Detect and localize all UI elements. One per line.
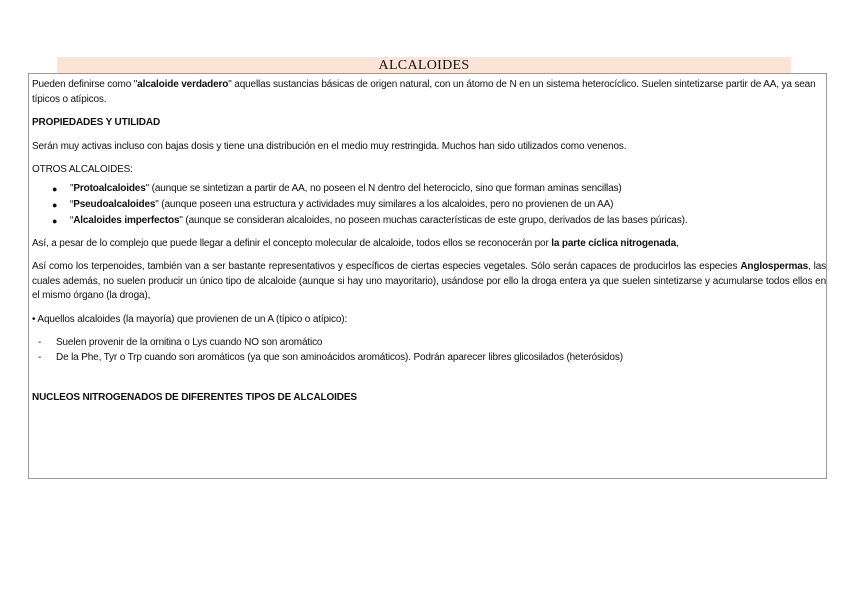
- list-item-post: " (aunque se consideran alcaloides, no poseen muchas características de este grupo, derivados de las bases púricas).: [179, 214, 688, 226]
- terpenoides-paragraph: [32, 260, 826, 304]
- dash-icon: -: [38, 337, 42, 348]
- aquellos-paragraph: • Aquellos alcaloides (la mayoría) que provienen de un A (típico o atípico):: [32, 313, 348, 325]
- heading-nucleos: [32, 391, 826, 406]
- definition-text-pre: Pueden definirse como ": [32, 79, 138, 90]
- list-item: [32, 213, 826, 229]
- list-item-text: Suelen provenir de la ornitina o Lys cuando NO son aromático: [56, 337, 323, 348]
- other-alkaloids-list: [32, 181, 826, 229]
- terpenoides-text-post: , las cuales además, no suelen producir un único tipo de alcaloide (aunque si hay uno mayoritario), usándose por ello la droga entera ya que suelen sintetizarse y acumularse todos ellos en el mismo órgano (la droga),: [32, 261, 827, 301]
- otros-heading: OTROS ALCALOIDES:: [32, 164, 133, 175]
- heading-properties: [32, 116, 826, 131]
- list-item: [32, 181, 826, 197]
- definition-text-post: " aquellas sustancias básicas de origen natural, con un átomo de N en un sistema heterocíclico. Suelen sintetizarse partir de AA, ya sean típicos o atípicos.: [32, 79, 816, 105]
- list-item-pre: ": [70, 182, 74, 194]
- definition-paragraph: [32, 78, 826, 107]
- list-item-pre: “: [70, 214, 74, 226]
- document-title: ALCALOIDES: [57, 57, 791, 73]
- heading-nucleos-text: NUCLEOS NITROGENADOS DE DIFERENTES TIPOS DE ALCALOIDES: [32, 392, 357, 403]
- list-item-bold: Protoalcaloides: [73, 182, 146, 194]
- bullet-dot-icon: ●: [52, 183, 58, 194]
- asi-text-post: ,: [676, 237, 679, 249]
- list-item-post: " (aunque poseen una estructura y actividades muy similares a los alcaloides, pero no provienen de un AA): [155, 198, 614, 210]
- list-item: [32, 335, 826, 350]
- list-item-pre: “: [70, 198, 74, 210]
- list-item: [32, 350, 826, 365]
- asi-text-bold: la parte cíclica nitrogenada: [551, 237, 676, 249]
- activas-paragraph: Serán muy activas incluso con bajas dosis y tiene una distribución en el medio muy restringida. Muchos han sido utilizados como venenos.: [32, 140, 627, 152]
- list-item-bold: Alcaloides imperfectos: [73, 214, 180, 226]
- list-item-post: " (aunque se sintetizan a partir de AA, no poseen el N dentro del heterociclo, sino que forman aminas sencillas): [145, 182, 622, 194]
- terpenoides-text-bold: Anglospermas: [740, 261, 809, 272]
- heading-properties-text: PROPIEDADES Y UTILIDAD: [32, 117, 161, 128]
- terpenoides-text-pre: Así como los terpenoides, también van a ser bastante representativos y específicos de ciertas especies vegetales. Sólo serán capaces de producirlos las especies: [32, 261, 741, 272]
- asi-text-pre: Así, a pesar de lo complejo que puede llegar a definir el concepto molecular de alcaloide, todos ellos se reconocerán por: [32, 237, 552, 249]
- origin-list: [32, 335, 826, 365]
- definition-bold-term: alcaloide verdadero: [137, 79, 229, 90]
- asi-paragraph: [32, 237, 826, 252]
- dash-icon: -: [38, 352, 42, 363]
- document-body: [32, 78, 826, 406]
- list-item-text: De la Phe, Tyr o Trp cuando son aromáticos (ya que son aminoácidos aromáticos). Podrán aparecer libres glicosilados (heterósidos): [56, 352, 623, 363]
- bullet-dot-icon: ●: [52, 215, 58, 226]
- bullet-dot-icon: ●: [52, 199, 58, 210]
- list-item: [32, 197, 826, 213]
- list-item-bold: Pseudoalcaloides: [73, 198, 156, 210]
